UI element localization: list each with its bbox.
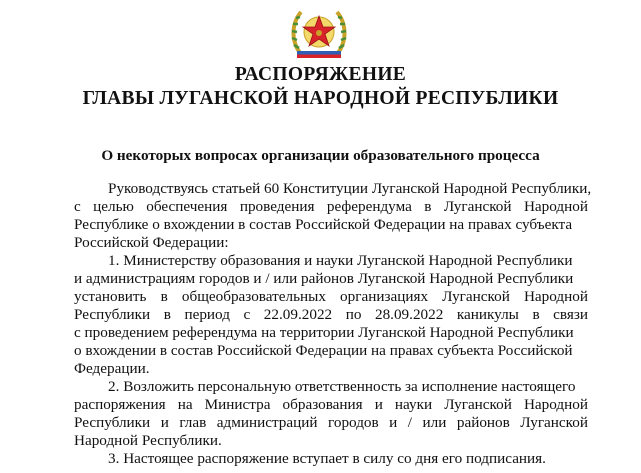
body-line: 1. Министерству образования и науки Луганской Народной Республики <box>108 252 573 269</box>
body-line: 2. Возложить персональную ответственность за исполнение настоящего <box>108 378 576 395</box>
body-line: Федерации. <box>74 360 150 377</box>
body-line: с целью обеспечения проведения референдума в Луганской Народной <box>74 198 588 215</box>
body-line: Республики и глав администраций городов и / или районов Луганской <box>74 414 588 431</box>
body-line: с проведением референдума на территории Луганской Народной Республики <box>74 324 574 341</box>
body-line: Республике о вхождении в состав Российской Федерации на правах субъекта <box>74 216 573 233</box>
body-line: распоряжения на Министра образования и науки Луганской Народной <box>74 396 588 413</box>
body-line: Руководствуясь статьей 60 Конституции Луганской Народной Республики, <box>108 180 592 197</box>
document-heading-type: РАСПОРЯЖЕНИЕ <box>234 64 407 85</box>
body-line: установить в общеобразовательных организациях Луганской Народной <box>74 288 588 305</box>
body-line: о вхождении в состав Российской Федерации на правах субъекта Российской <box>74 342 573 359</box>
body-line: Российской Федерации: <box>74 234 229 251</box>
coat-of-arms-icon <box>287 2 351 62</box>
body-line: Народной Республики. <box>74 432 222 449</box>
document-subject: О некоторых вопросах организации образовательного процесса <box>101 147 540 164</box>
body-line: Республики в период с 22.09.2022 по 28.09.2022 каникулы в связи <box>74 306 588 323</box>
document-heading-authority: ГЛАВЫ ЛУГАНСКОЙ НАРОДНОЙ РЕСПУБЛИКИ <box>82 88 559 109</box>
body-line: 3. Настоящее распоряжение вступает в силу со дня его подписания. <box>108 450 546 467</box>
body-line: и администрациям городов и / или районов Луганской Народной Республики <box>74 270 574 287</box>
